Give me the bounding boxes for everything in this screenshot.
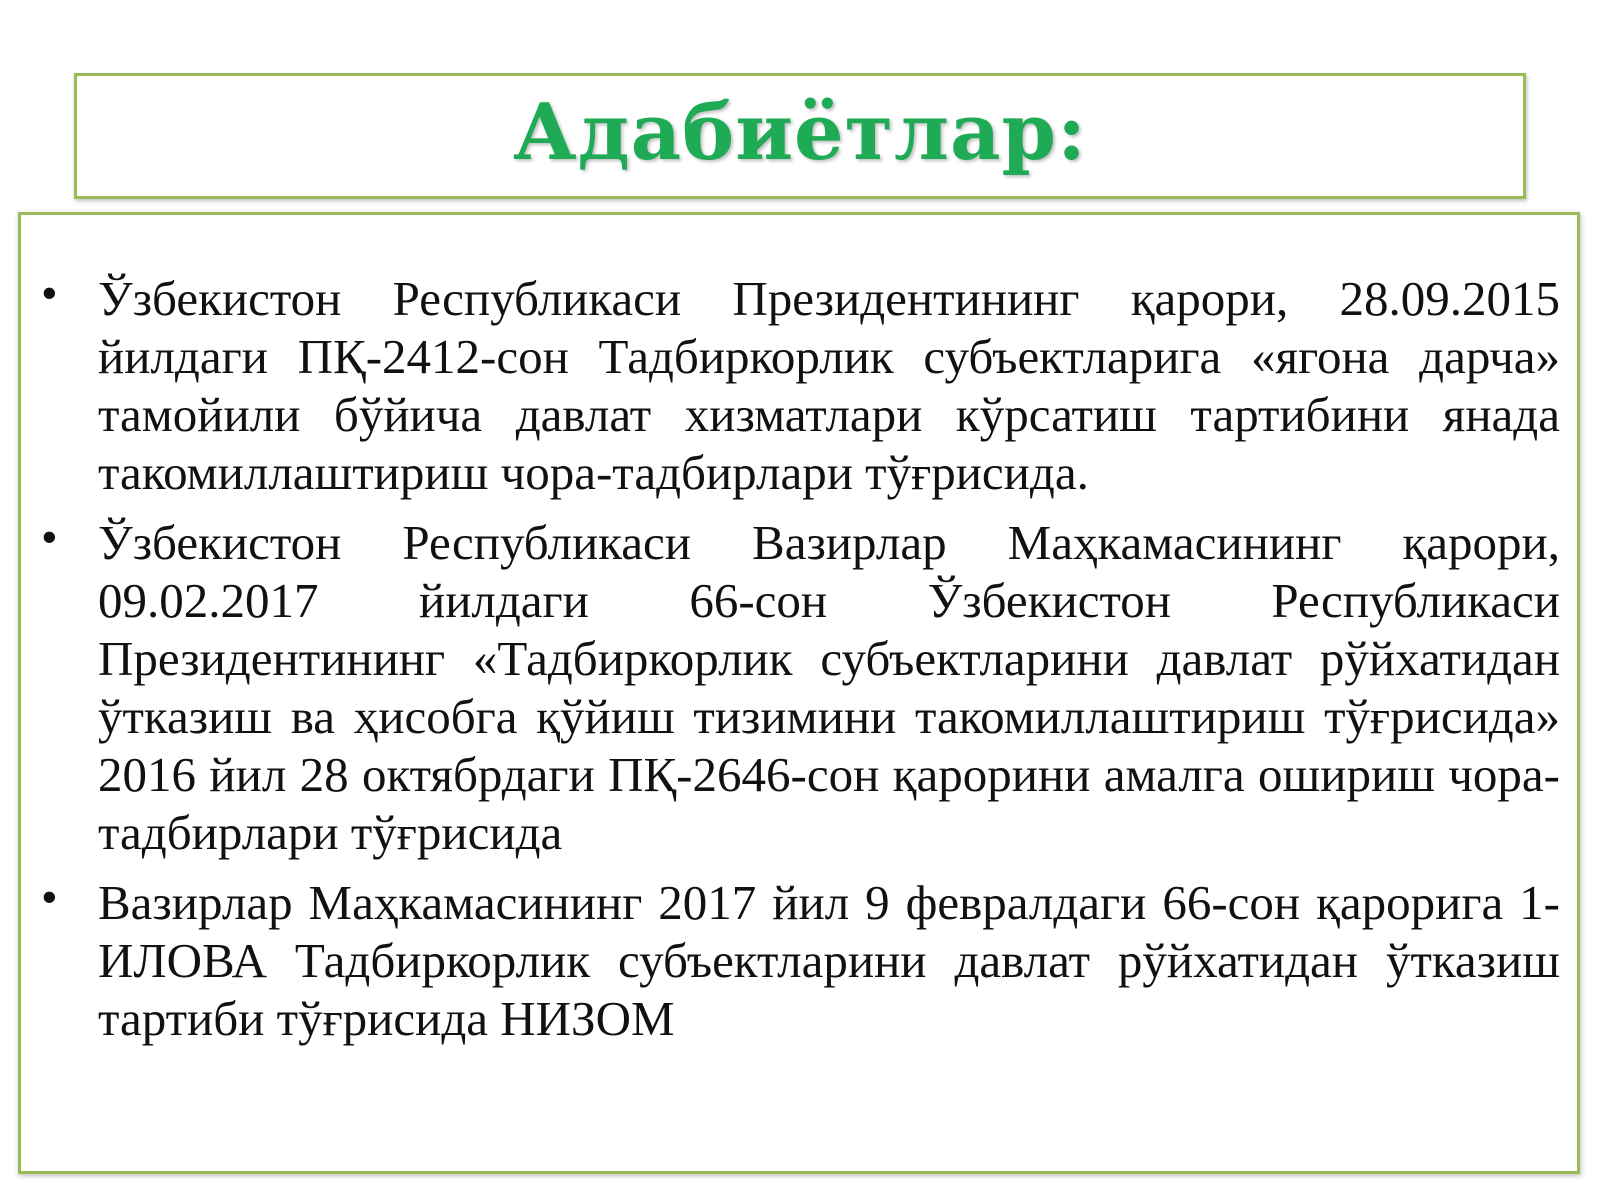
- content-box: [18, 212, 1580, 1174]
- reference-text: Ўзбекистон Республикаси Вазирлар Маҳкамасининг қарори, 09.02.2017 йилдаги 66-сон Ўзбекистон Республикаси Президентининг «Тадбиркорлик субъектларини давлат рўйхатидан ўтказиш ва ҳисобга қўйиш тизимини такомиллаштириш тўғрисида» 2016 йил 28 октябрдаги ПҚ-2646-сон қарорини амалга ошириш чора-тадбирлари тўғрисида: [98, 515, 1560, 860]
- bullet-icon: •: [42, 513, 57, 560]
- reference-text: Ўзбекистон Республикаси Президентининг қарори, 28.09.2015 йилдаги ПҚ-2412-сон Тадбиркорлик субъектларига «ягона дарча» тамойили бўйича давлат хизматлари кўрсатиш тартибини янада такомиллаштириш чора-тадбирлари тўғрисида.: [98, 271, 1560, 500]
- slide-title: Адабиётлар:: [513, 87, 1087, 178]
- list-item: [42, 269, 1560, 502]
- list-item: [42, 513, 1560, 862]
- bullet-icon: •: [42, 269, 57, 316]
- reference-text: Вазирлар Маҳкамасининг 2017 йил 9 февралдаги 66-сон қарорига 1-ИЛОВА Тадбиркорлик субъектларини давлат рўйхатидан ўтказиш тартиби тўғрисида НИЗОМ: [98, 875, 1560, 1046]
- list-item: [42, 873, 1560, 1048]
- title-box: [74, 73, 1526, 199]
- bullet-icon: •: [42, 873, 57, 920]
- reference-list: [42, 269, 1560, 1060]
